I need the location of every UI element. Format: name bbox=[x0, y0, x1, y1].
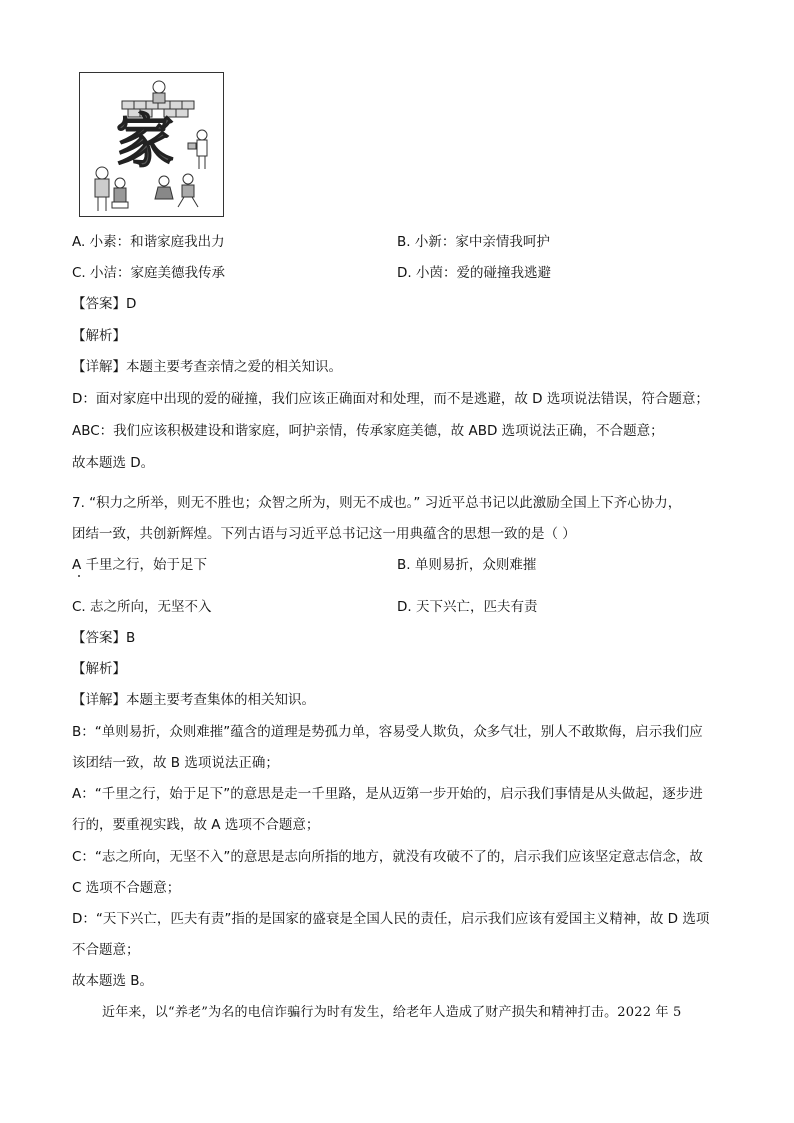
q7-stem-line-2: 团结一致，共创新辉煌。下列古语与习近平总书记这一用典蕴含的思想一致的是（ ） bbox=[72, 526, 576, 542]
q7-explanation-line-8: 不合题意； bbox=[72, 942, 140, 958]
q7-detail-heading: 【详解】本题主要考查集体的相关知识。 bbox=[72, 692, 315, 708]
q6-option-a: A. 小素：和谐家庭我出力 bbox=[72, 234, 225, 250]
family-cartoon-illustration bbox=[80, 73, 223, 216]
q6-answer: 【答案】D bbox=[72, 296, 137, 312]
q7-conclusion: 故本题选 B。 bbox=[72, 973, 154, 989]
q7-explanation-line-7: D：“天下兴亡，匹夫有责”指的是国家的盛衰是全国人民的责任，启示我们应该有爱国主义精神，故 D 选项 bbox=[72, 911, 710, 927]
q7-option-b: B. 单则易折，众则难摧 bbox=[397, 557, 537, 573]
family-character: 家 bbox=[116, 107, 175, 175]
q7-explanation-line-1: B：“单则易折，众则难摧”蕴含的道理是势孤力单，容易受人欺负，众多气壮，别人不敢欺侮，启示我们应 bbox=[72, 724, 703, 740]
q6-analysis-heading: 【解析】 bbox=[72, 328, 126, 344]
q7-option-a: A 千里之行，始于足下 bbox=[72, 557, 208, 573]
q7-explanation-line-2: 该团结一致，故 B 选项说法正确； bbox=[72, 755, 279, 771]
q6-explanation-line-2: ABC：我们应该积极建设和谐家庭，呵护亲情，传承家庭美德，故 ABD 选项说法正确，不合题意； bbox=[72, 423, 664, 439]
scan-dot bbox=[78, 575, 80, 577]
q7-explanation-line-3: A：“千里之行，始于足下”的意思是走一千里路，是从迈第一步开始的，启示我们事情是从头做起，逐步进 bbox=[72, 786, 703, 802]
q7-stem-line-1: 7. “积力之所举，则无不胜也；众智之所为，则无不成也。” 习近平总书记以此激励全国上下齐心协力， bbox=[72, 495, 682, 511]
q7-option-c: C. 志之所向，无坚不入 bbox=[72, 599, 212, 615]
q6-explanation-line-1: D：面对家庭中出现的爱的碰撞，我们应该正确面对和处理，而不是逃避，故 D 选项说法错误，符合题意； bbox=[72, 391, 709, 407]
q7-answer: 【答案】B bbox=[72, 630, 136, 646]
q6-option-d: D. 小茵：爱的碰撞我逃避 bbox=[397, 265, 551, 281]
q6-option-c: C. 小洁：家庭美德我传承 bbox=[72, 265, 226, 281]
q7-explanation-line-5: C：“志之所向，无坚不入”的意思是志向所指的地方，就没有攻破不了的，启示我们应该坚定意志信念，故 bbox=[72, 849, 703, 865]
q7-explanation-line-6: C 选项不合题意； bbox=[72, 880, 181, 896]
q7-explanation-line-4: 行的，要重视实践，故 A 选项不合题意； bbox=[72, 817, 320, 833]
q6-option-b: B. 小新：家中亲情我呵护 bbox=[397, 234, 550, 250]
q7-analysis-heading: 【解析】 bbox=[72, 661, 126, 677]
q6-detail-heading: 【详解】本题主要考查亲情之爱的相关知识。 bbox=[72, 359, 342, 375]
q8-intro-text: 近年来，以“养老”为名的电信诈骗行为时有发生，给老年人造成了财产损失和精神打击。2022 年 5 bbox=[102, 1005, 682, 1020]
family-cartoon-figure bbox=[79, 72, 224, 217]
q7-option-d: D. 天下兴亡，匹夫有责 bbox=[397, 599, 538, 615]
q6-conclusion: 故本题选 D。 bbox=[72, 455, 155, 471]
